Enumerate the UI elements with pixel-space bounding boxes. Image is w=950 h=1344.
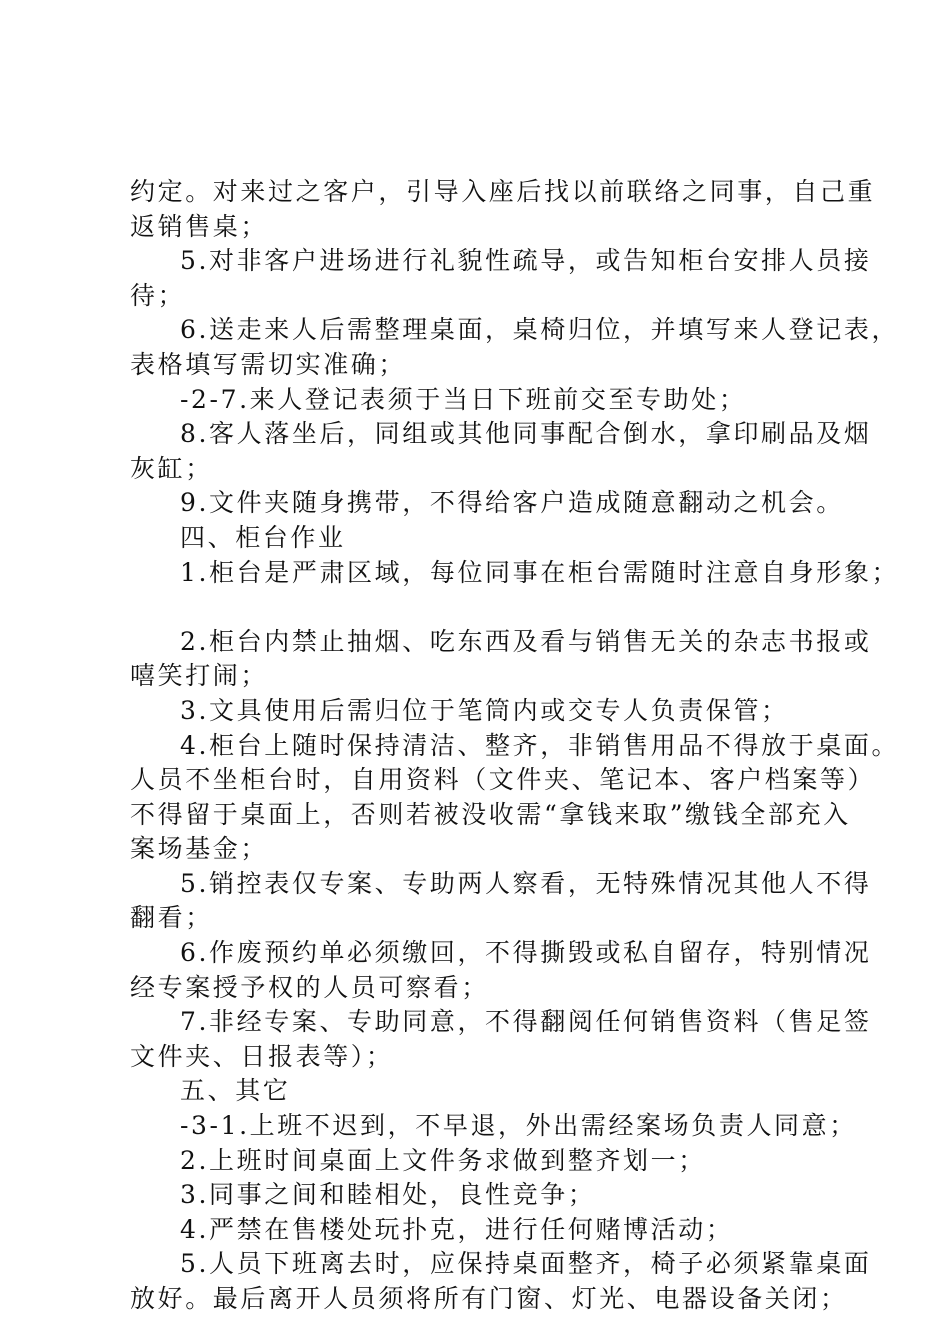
text-line: 不得留于桌面上，否则若被没收需“拿钱来取”缴钱全部充入 (130, 799, 851, 829)
text-line: -3-1.上班不迟到，不早退，外出需经案场负责人同意； (180, 1111, 857, 1141)
text-line: 5.人员下班离去时，应保持桌面整齐，椅子必须紧靠桌面 (180, 1249, 872, 1279)
text-line: 9.文件夹随身携带，不得给客户造成随意翻动之机会。 (180, 488, 844, 518)
text-line: 4.严禁在售楼处玩扑克，进行任何赌博活动； (180, 1214, 734, 1244)
text-line: 3.同事之间和睦相处，良性竞争； (180, 1180, 596, 1210)
text-line: 翻看； (130, 903, 213, 933)
text-line: 6.送走来人后需整理桌面，桌椅归位，并填写来人登记表， (180, 315, 900, 345)
text-line: 5.对非客户进场进行礼貌性疏导，或告知柜台安排人员接 (180, 246, 872, 276)
text-line: 表格填写需切实准确； (130, 349, 407, 379)
text-line: 嘻笑打闹； (130, 661, 269, 691)
text-line: 1.柜台是严肃区域，每位同事在柜台需随时注意自身形象； (180, 557, 900, 587)
text-line: 案场基金； (130, 834, 269, 864)
text-line: 返销售桌； (130, 211, 269, 241)
text-line: 7.非经专案、专助同意，不得翻阅任何销售资料（售足签 (180, 1007, 872, 1037)
text-line: 2.上班时间桌面上文件务求做到整齐划一； (180, 1145, 706, 1175)
text-line: 3.文具使用后需归位于笔筒内或交专人负责保管； (180, 695, 789, 725)
text-line: 文件夹、日报表等）； (130, 1041, 394, 1071)
text-line: 8.客人落坐后，同组或其他同事配合倒水，拿印刷品及烟 (180, 419, 872, 449)
text-line: 6.作废预约单必须缴回，不得撕毁或私自留存，特别情况 (180, 938, 872, 968)
text-line: 约定。对来过之客户，引导入座后找以前联络之同事，自己重 (130, 177, 876, 206)
text-line: 5.销控表仅专案、专助两人察看，无特殊情况其他人不得 (180, 868, 872, 898)
text-line: 4.柜台上随时保持清洁、整齐，非销售用品不得放于桌面。 (180, 730, 900, 760)
section-heading: 四、柜台作业 (180, 522, 346, 552)
text-line: -2-7.来人登记表须于当日下班前交至专助处； (180, 384, 747, 414)
blank-line (130, 590, 850, 625)
section-heading: 五、其它 (180, 1076, 291, 1106)
text-line: 待； (130, 280, 186, 310)
text-line: 2.柜台内禁止抽烟、吃东西及看与销售无关的杂志书报或 (180, 626, 872, 656)
text-line: 放好。最后离开人员须将所有门窗、灯光、电器设备关闭； (130, 1284, 848, 1313)
document-body (130, 175, 900, 1317)
text-line: 灰缸； (130, 453, 213, 483)
text-line: 人员不坐柜台时，自用资料（文件夹、笔记本、客户档案等） (130, 765, 876, 795)
text-line: 经专案授予权的人员可察看； (130, 972, 489, 1002)
